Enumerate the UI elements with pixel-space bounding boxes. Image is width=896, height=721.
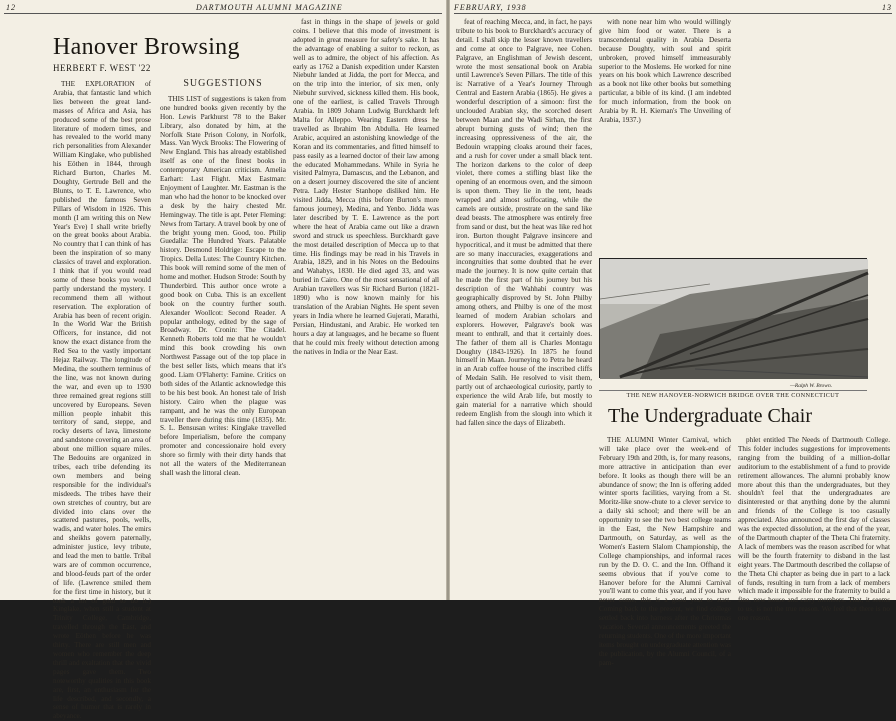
right-column-2-bottom-text: THE ALUMNI Winter Carnival, which will take place over the week-end of February 19th and 20th, is, for many reasons, more attractive in anticipation than ever before. It looks as though there will be an abundance of snow; the Inn is offering added winter sports facilities, varying from a St. Moritz-like snow-chute to a clever service to a daily ski school; and there will be an opportunity to see the two best college teams in the East, the New Hampshire and Dartmouth, on Saturday, as well as the Women's Eastern Slalom Championship, the College championships, and informal races run by the D. O. C. and the Inn. Offhand it seems obvious that if you've come to Hanover before for the Alumni Carnival you'll want to come this year, and if you have never come, this is a good year to start. Coming back to the present, we find college settled back into harness after the Christmas vacation. Several announcements greeted the returning students. One of the more important items brought on undergraduate attention was the publication, by the Alumni Council, of a pam-: [599, 436, 731, 667]
photo-caption: THE NEW HANOVER-NORWICH BRIDGE OVER THE CONNECTICUT: [626, 392, 840, 399]
page-number-right: 13: [882, 3, 892, 12]
header-rule-right: [454, 13, 892, 14]
right-column-3-top: [738, 18, 890, 254]
right-column-2-bottom: [599, 436, 731, 667]
header-rule-left: [4, 13, 442, 14]
right-column-1: [456, 18, 592, 596]
suggestions-heading: SUGGESTIONS: [183, 78, 263, 89]
left-page: [0, 0, 446, 721]
right-column-3-bottom: [738, 436, 890, 623]
left-column-3-text: fast in things in the shape of jewels or gold coins. I believe that this mode of investment is adopted in great measure for safety's sake. It has the advantage of enabling a suitor to reckon, as well as to admire, the object of his affection. As early as 1762 a Danish expedition under Karsten Niebuhr landed at Jidda, the port for Mecca, and on the trip into the interior, of six men, only Niebuhr survived, sickness killed them. His book, one of the earliest, is called Travels Through Arabia. In 1809 Johann Ludwig Burckhardt left Malta for Alleppo. Wearing Eastern dress he travelled as Ibrahim Ibn Abdulla. He learned Arabic, acquired an astonishing knowledge of the Koran and its commentaries, and fitted himself to pass easily as a learned doctor of their law among the educated Mohammedans. While in Syria he visited Palmyra, Damascus, and the Lebanon, and on a desert journey discovered the site of ancient Petra. Lady Hester Stanhope disliked him. He visited Jidda, Mecca (this before Burton's more famous journey), Medina, and Yenbo. Jidda was later described by T. E. Lawrence as the port where the heat of Arabia came out like a drawn sword and struck us speechless. Burckhardt gave the most detailed description of Mecca up to that time. His findings may be read in his Travels in Arabia, 1829, and in his Notes on the Bedouins and Wahabys, 1830. He died aged 33, and was buried in Cairo. One of the most sensational of all Arabian travellers was Sir Richard Burton (1821-1890) who is now known mainly for his translation of the Arabian Nights. He spent seven years in India where he learned Gujerati, Marathi, Persian, Hindustani, and Arabic. He worked ten hours a day at languages, and he became so fluent that he could mix freely without detection among the natives in India or the Near East.: [293, 18, 439, 356]
article-byline: HERBERT F. WEST '22: [53, 63, 151, 73]
photo-credit: —Ralph W. Brown.: [790, 383, 833, 389]
left-column-2: [160, 80, 286, 596]
section-title: The Undergraduate Chair: [608, 405, 812, 427]
article-title: Hanover Browsing: [53, 34, 240, 60]
running-head-right: FEBRUARY, 1938: [454, 3, 527, 12]
bridge-photo: [599, 258, 867, 378]
right-page: [450, 0, 896, 667]
bridge-illustration: [600, 259, 868, 379]
caption-rule: [599, 390, 867, 391]
right-column-3-bottom-text: phlet entitled The Needs of Dartmouth College. This folder includes suggestions for improvements ranging from the building of a million-dollar auditorium to the establishment of a fund to provide retirement allowances. The alumni probably know more about this than the undergraduates, but they shouldn't feel that the undergraduates are disinterested or that anything done by the alumni and friends of the College is too casually appreciated. Also announced the first day of classes was the expected dissolution, at the end of the year, of the Dartmouth chapter of the Theta Chi fraternity. A lack of members was the reason ascribed for what will be the fourth fraternity to disband in the last eight years. The Dartmouth described the collapse of the Theta Chi chapter as being due in part to a lack of funds, resulting in turn from a lack of members which made it impossible for the fraternity to build a fine, new house and carry members. That, it seems to us, is not the true reason. We feel that there is no one reason,: [738, 436, 890, 623]
left-column-1: [53, 80, 151, 721]
left-column-1-text: THE EXPLORATION of Arabia, that fantastic land which lies between the great land-masses of Africa and Asia, has produced some of the best prose literature of modern times, and has revealed to the world many rich personalities from Alexander William Kinglake, who published his Eöthen in 1844, through Richard Burton, Charles M. Doughty, Gertrude Bell and the Blunts, to T. E. Lawrence, who published the famous Seven Pillars of Wisdom in 1926. This month (I am writing this on New Year's Eve) I shall write briefly on the great books about Arabia. No country that I can think of has been the inspiration of so many classics of travel and exploration. I think that if you would read some of these books you would partly understand the mystery. I recommend them all without reservation. The exploration of Arabia has been of recent origin. In the World War the British Officers, for instance, did not know the exact distance from the Red Sea to the vastly important Hejaz Railway. The longitude of Medina, the southern terminus of the line, was not known during the war, and even up to 1930 three remained great regions still uncovered by Europeans. Seven million people inhabit this territory of sand, steppe, and rocky deserts of lava, limestone and sandstone covering an area of about one million square miles. The Bedouins are organized in tribes, each tribe defending its own members and being responsible for the individual's misdeeds. The tribes have their own stretches of country, but are divided into clans over the scattered pastures, pools, wells, wadis, and water holes. The emirs and sheikhs govern paternally, administer justice, levy tribute, and lead the men to battle. Tribal wars are of common occurrence, and blood-feuds part of the order of life. (Lawrence smiled them for the first time in history, but it took a lot of gold to do it.) Kinglake, when still a student at Trinity College, Cambridge, travelled through the East, and wrote Eöthen before he was thirty. There are still men and women who remember the deep thrill and exaltation that the vivid pages gave them. Two noteworthy qualities in this book are, first, an enthusiasm for the life described, and secondly, a sense of humor that is rarely in abeyance.: [53, 80, 151, 721]
page-number-left: 12: [6, 3, 16, 12]
running-head-left: DARTMOUTH ALUMNI MAGAZINE: [196, 3, 343, 12]
left-column-2-text: THIS LIST of suggestions is taken from one hundred books given recently by the Hon. Lewis Parkhurst '78 to the Baker Library, also donated by him, at the Norfolk State Prison Colony, in Norfolk, Mass. Van Wyck Brooks: The Flowering of New England. This has already established itself as one of the finest books in contemporary American criticism. Amelia Earhart: Last Flight. Max Eastman: Enjoyment of Laughter. Mr. Eastman is the man who had the honor to be knocked over a desk by the hairy chested Mr. Hemingway. The title is apt. Peter Fleming: News from Tartary. A travel book by one of the bright young men. Good, too. Philip Guedalla: The Hundred Years. Palatable history. Desmond Holdrige: Escape to the Tropics. Della Lutes: The Country Kitchen. This book will remind some of the men of home and mother. Hudson Strode: South by Thunderbird. This author once wrote a good book on Cuba. This is an excellent book on the country further south. Alexander Woollcot: Second Reader. A popular anthology, edited by the sage of Broadway. Dr. Cronin: The Citadel. Kenneth Roberts told me that he wouldn't mind this book crowding his own Northwest Passage out of the top place in the best seller lists, which means that it's good. Liam O'Flaherty: Famine. Critics on both sides of the Atlantic acknowledge this to be his best book. An honest tale of Irish history. Cairo when the plague was rampant, and he was the only European traveller there during this time (1835). Mr. S. L. Bensusan writes: Kinglake travelled before Imperialism, before the company promoter and concessionaire hold every shore so firmly with their dirty hands that not all the waters of the Mediterranean shall wash the littoral clean.: [160, 94, 286, 477]
right-column-1-text: feat of reaching Mecca, and, in fact, he pays tribute to his book to Burckhardt's accuracy of detail. I shall skip the lesser known travellers and come at once to Palgrave, nee Cohen. Palgrave, an Englishman of Jewish descent, wrote the most sensational book on Arabia until Lawrence's Seven Pillars. The title of this is: Narrative of a Year's Journey Through Central and Eastern Arabia (1865). He gives a wonderful description of a simoon: first the unclouded Arabian sky, the scorched desert between Maan and the Wadi Sirhan, the first abrupt burning gusts of wind; then the increasing oppressiveness of the air, the Bedouin wrapping cloaks around their faces, and a rush for cover under a small black tent. The horizon darkens to the color of deep violet, there comes a stifling blast like the opening of an enormous oven, and the simoon is upon them. They lie in the tent, heads wrapped and almost suffocating, while the camels are outside, prostrate on the sand like dead beasts. The atmosphere was entirely free from sand or dust, but the heat was like red hot iron. Burton thought Palgrave insincere and hypocritical, and it must be admitted that there are so many inaccuracies, exaggerations and incongruities that some doubted that he ever made the journey. It is now quite certain that he made the first part of his journey but his description of the Wahhabi country was geographically disproved by St. John Philby among others, and Philby is one of the most learned of modern Arabian scholars and explorers. However, Palgrave's book was meant to enthrall, and that it certainly does. The father of them all is Charles Montagu Doughty (1843-1926). In 1875 he found himself in Maan. Journeying to Petra he heard in an Arab coffee house of the inscribed cliffs of Medain Salih. He resolved to visit them, partly out of archaeological curiosity, partly to experience the wild Arab life, but mostly to gain material for a narrative which should redeem English from the slough into which it had fallen since the days of Elizabeth.: [456, 18, 592, 427]
right-column-2-top-text: with none near him who would willingly give him food or water. There is a transcendental quality in Arabia Deserta because Doughty, with soul and spirit unbroken, proved himself immeasurably superior to the Moslems. He worked for nine years on his book which Lawrence described as a book not like other books but something particular, a bible of its kind. (I am indebted for much information, from the book on Arabia by R. H. Kiernan's The Unveiling of Arabia, 1937.): [599, 18, 731, 124]
left-column-3: [293, 18, 439, 596]
right-column-2-top: [599, 18, 731, 254]
